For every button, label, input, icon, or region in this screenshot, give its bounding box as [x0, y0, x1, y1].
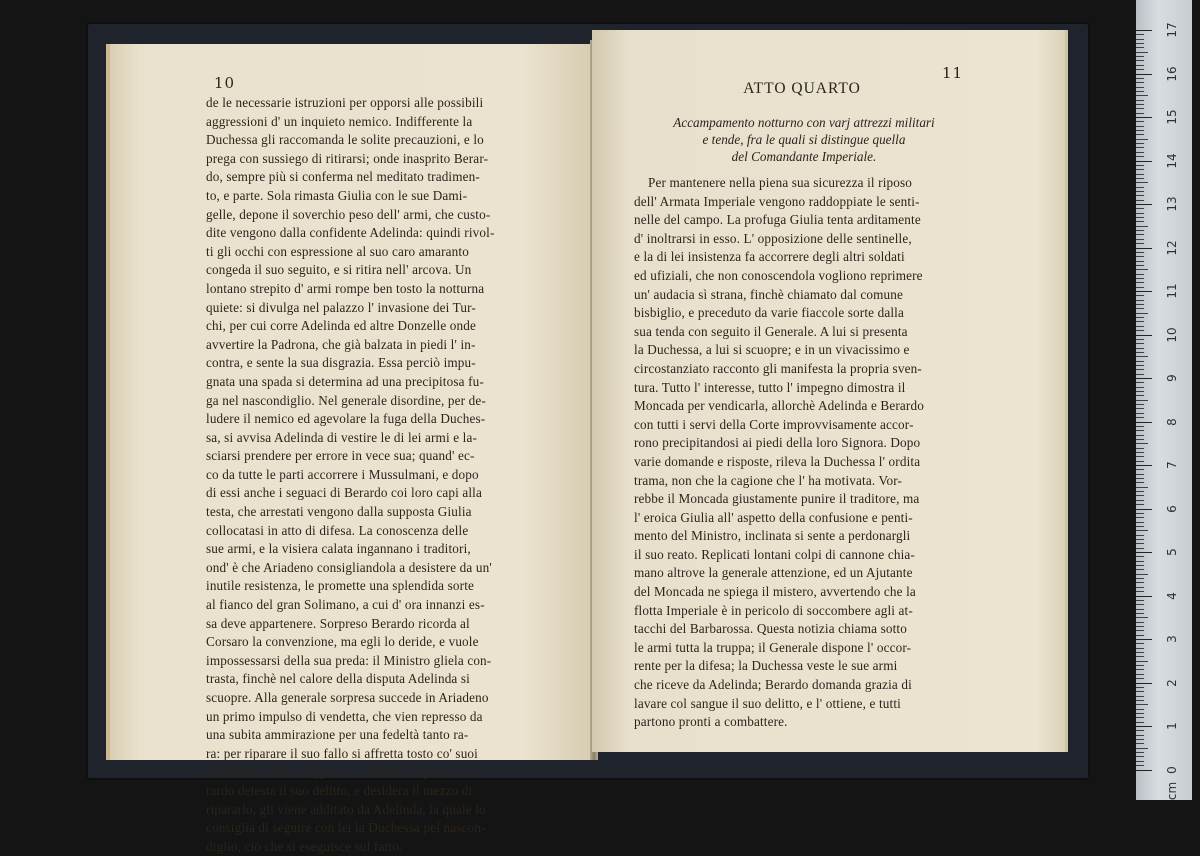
ruler-minor-tick	[1136, 82, 1144, 83]
text-line: lavare col sangue il suo delitto, e l' ottiene, e tutti	[634, 695, 901, 711]
stage-direction-line: del Comandante Imperiale.	[731, 149, 877, 164]
ruler-minor-tick	[1136, 382, 1144, 383]
text-line: impossessarsi della sua preda: il Ministro gliela con-	[206, 652, 492, 668]
ruler-minor-tick	[1136, 504, 1144, 505]
ruler-label: 14	[1165, 152, 1179, 169]
ruler-minor-tick	[1136, 143, 1144, 144]
ruler-minor-tick	[1136, 387, 1144, 388]
text-line: contra, e sente la sua disgrazia. Essa perciò impu-	[206, 355, 476, 371]
ruler-minor-tick	[1136, 604, 1144, 605]
ruler-minor-tick	[1136, 243, 1144, 244]
ruler-minor-tick	[1136, 239, 1144, 240]
ruler-minor-tick	[1136, 47, 1144, 48]
text-line: Duchessa gli raccomanda le solite precauzioni, e lo	[206, 132, 484, 148]
ruler-minor-tick	[1136, 348, 1144, 349]
ruler-minor-tick	[1136, 130, 1144, 131]
ruler-minor-tick	[1136, 717, 1144, 718]
text-line: Corsaro la convenzione, ma egli lo deride, e vuole	[206, 634, 479, 650]
ruler-minor-tick	[1136, 195, 1144, 196]
ruler-label: 6	[1165, 504, 1179, 513]
ruler-label: 16	[1165, 65, 1179, 82]
text-line: flotta Imperiale è in pericolo di soccombere agli at-	[634, 602, 913, 618]
ruler-minor-tick	[1136, 548, 1144, 549]
ruler-minor-tick	[1136, 221, 1144, 222]
ruler-minor-tick	[1136, 761, 1144, 762]
ruler-minor-tick	[1136, 752, 1144, 753]
ruler-minor-tick	[1136, 165, 1144, 166]
ruler-minor-tick	[1136, 404, 1144, 405]
ruler-minor-tick	[1136, 691, 1144, 692]
ruler-major-tick	[1136, 74, 1152, 75]
ruler-minor-tick	[1136, 669, 1144, 670]
ruler-minor-tick	[1136, 391, 1144, 392]
text-line: trama, non che la cagione che l' ha motivata. Vor-	[634, 472, 903, 488]
text-line: circostanziato racconto gli manifesta la propria sven-	[634, 360, 922, 376]
ruler-label: 3	[1165, 635, 1179, 643]
ruler-minor-tick	[1136, 356, 1148, 357]
ruler-minor-tick	[1136, 169, 1144, 170]
ruler-minor-tick	[1136, 500, 1144, 501]
ruler-label: 5	[1165, 548, 1179, 556]
ruler-minor-tick	[1136, 487, 1148, 488]
ruler-minor-tick	[1136, 709, 1144, 710]
ruler-minor-tick	[1136, 622, 1144, 623]
text-line: rente per la difesa; la Duchessa veste le sue armi	[634, 658, 898, 674]
ruler-major-tick	[1136, 596, 1152, 597]
right-page	[592, 30, 1068, 752]
ruler-minor-tick	[1136, 87, 1144, 88]
text-line: ra: per riparare il suo fallo si affretta tosto co' suoi	[206, 745, 478, 761]
ruler-label: 10	[1165, 326, 1179, 343]
text-line: trasta, finchè nel calore della disputa Adelinda si	[206, 671, 470, 687]
ruler-minor-tick	[1136, 52, 1148, 53]
text-line: ond' è che Ariadeno consigliandola a desistere da un'	[206, 559, 492, 575]
ruler-minor-tick	[1136, 765, 1144, 766]
ruler-minor-tick	[1136, 565, 1144, 566]
ruler-minor-tick	[1136, 452, 1144, 453]
ruler-minor-tick	[1136, 426, 1144, 427]
left-page-text	[206, 94, 566, 856]
ruler-minor-tick	[1136, 478, 1144, 479]
text-line: scuopre. Alla generale sorpresa succede in Ariadeno	[206, 690, 489, 705]
text-line: che riceve da Adelinda; Berardo domanda grazia di	[634, 677, 912, 693]
ruler-minor-tick	[1136, 461, 1144, 462]
ruler-minor-tick	[1136, 756, 1144, 757]
ruler-minor-tick	[1136, 34, 1144, 35]
text-line: partono pronti a combattere.	[634, 714, 788, 730]
ruler-minor-tick	[1136, 65, 1144, 66]
ruler-minor-tick	[1136, 208, 1144, 209]
ruler-minor-tick	[1136, 282, 1144, 283]
text-line: del Moncada ne spiega il mistero, avvertendo che la	[634, 584, 916, 600]
text-line: dell' Armata Imperiale vengono raddoppiate le senti-	[634, 193, 920, 209]
ruler-minor-tick	[1136, 339, 1144, 340]
ruler-minor-tick	[1136, 139, 1148, 140]
ruler-minor-tick	[1136, 321, 1144, 322]
ruler-minor-tick	[1136, 361, 1144, 362]
ruler-minor-tick	[1136, 626, 1144, 627]
ruler-minor-tick	[1136, 287, 1144, 288]
ruler-major-tick	[1136, 726, 1152, 727]
ruler-minor-tick	[1136, 182, 1148, 183]
text-line: ti gli occhi con espressione al suo caro amaranto	[206, 243, 469, 259]
text-line: tacchi del Barbarossa. Questa notizia chiama sotto	[634, 621, 907, 637]
text-line: la Duchessa, a lui si scuopre; e in un vivacissimo e	[634, 342, 910, 358]
ruler-minor-tick	[1136, 317, 1144, 318]
ruler-minor-tick	[1136, 395, 1144, 396]
stage-direction-line: e tende, fra le quali si distingue quella	[702, 132, 906, 147]
text-line: e la di lei insistenza fa accorrere degli altri soldati	[634, 249, 905, 265]
ruler-minor-tick	[1136, 308, 1144, 309]
text-line: de le necessarie istruzioni per opporsi alle possibili	[206, 95, 484, 110]
ruler-minor-tick	[1136, 526, 1144, 527]
ruler-minor-tick	[1136, 700, 1144, 701]
text-line: do, sempre più si conferma nel meditato tradimen-	[206, 169, 480, 185]
ruler-minor-tick	[1136, 39, 1144, 40]
text-line: le armi tutta la truppa; il Generale dispone l' occor-	[634, 639, 912, 655]
text-line: Per mantenere nella piena sua sicurezza il riposo	[648, 175, 913, 190]
ruler-minor-tick	[1136, 643, 1144, 644]
ruler-minor-tick	[1136, 491, 1144, 492]
ruler-minor-tick	[1136, 187, 1144, 188]
text-line: co da tutte le parti accorrere i Mussulmani, e dopo	[206, 466, 479, 482]
right-page-number: 11	[942, 64, 964, 82]
ruler-minor-tick	[1136, 300, 1144, 301]
text-line: ed ufiziali, che non conoscendola vogliono reprimere	[634, 267, 923, 283]
ruler-major-tick	[1136, 335, 1152, 336]
ruler-label: 2	[1165, 678, 1179, 687]
text-line: una subita ammirazione per una fedeltà tanto ra-	[206, 727, 469, 743]
ruler-minor-tick	[1136, 561, 1144, 562]
ruler-minor-tick	[1136, 543, 1144, 544]
ruler-minor-tick	[1136, 739, 1144, 740]
text-line: rardo detesta il suo delitto, e desidera il mezzo di	[206, 782, 473, 798]
ruler-minor-tick	[1136, 469, 1144, 470]
ruler-minor-tick	[1136, 56, 1144, 57]
ruler-minor-tick	[1136, 556, 1144, 557]
ruler-minor-tick	[1136, 200, 1144, 201]
ruler-minor-tick	[1136, 121, 1144, 122]
text-line: avvertire la Padrona, che già balzata in piedi l' in-	[206, 336, 476, 352]
ruler-minor-tick	[1136, 147, 1144, 148]
ruler-major-tick	[1136, 770, 1152, 771]
ruler-label: 11	[1165, 283, 1179, 299]
ruler-minor-tick	[1136, 100, 1144, 101]
text-line: gnata una spada si determina ad una precipitosa fu-	[206, 373, 484, 389]
ruler-minor-tick	[1136, 743, 1144, 744]
ruler-minor-tick	[1136, 513, 1144, 514]
text-line: consiglia di seguire con lei la Duchessa pel nascon-	[206, 820, 486, 836]
ruler-minor-tick	[1136, 648, 1144, 649]
ruler-minor-tick	[1136, 217, 1144, 218]
ruler-minor-tick	[1136, 530, 1148, 531]
ruler-minor-tick	[1136, 435, 1144, 436]
ruler-minor-tick	[1136, 113, 1144, 114]
text-line: chi, per cui corre Adelinda ed altre Donzelle onde	[206, 318, 477, 334]
ruler-minor-tick	[1136, 343, 1144, 344]
ruler-minor-tick	[1136, 134, 1144, 135]
ruler-minor-tick	[1136, 448, 1144, 449]
left-page-number: 10	[214, 74, 236, 92]
ruler-label: 1	[1165, 722, 1179, 730]
ruler-minor-tick	[1136, 265, 1144, 266]
ruler-major-tick	[1136, 509, 1152, 510]
ruler-major-tick	[1136, 204, 1152, 205]
text-line: dite vengono dalla confidente Adelinda: quindi rivol-	[206, 225, 495, 241]
ruler-major-tick	[1136, 465, 1152, 466]
text-line: varie domande e risposte, rileva la Duchessa l' ordita	[634, 453, 921, 469]
ruler-minor-tick	[1136, 730, 1144, 731]
ruler-minor-tick	[1136, 417, 1144, 418]
ruler-minor-tick	[1136, 582, 1144, 583]
text-line: ga nel nascondiglio. Nel generale disordine, per de-	[206, 392, 486, 408]
ruler-label: 9	[1165, 374, 1179, 382]
ruler-minor-tick	[1136, 430, 1144, 431]
text-line: gelle, depone il soverchio peso dell' armi, che custo-	[206, 206, 491, 222]
left-page	[106, 44, 596, 854]
ruler-minor-tick	[1136, 591, 1144, 592]
ruler-minor-tick	[1136, 256, 1144, 257]
ruler-minor-tick	[1136, 156, 1144, 157]
text-line: tura. Tutto l' interesse, tutto l' impegno dimostra il	[634, 379, 906, 395]
ruler-major-tick	[1136, 291, 1152, 292]
ruler-minor-tick	[1136, 665, 1144, 666]
ruler-minor-tick	[1136, 174, 1144, 175]
ruler-minor-tick	[1136, 704, 1148, 705]
ruler-minor-tick	[1136, 539, 1144, 540]
ruler-major-tick	[1136, 248, 1152, 249]
ruler-minor-tick	[1136, 652, 1144, 653]
ruler-minor-tick	[1136, 78, 1144, 79]
text-line: aggressioni d' un inquieto nemico. Indifferente la	[206, 113, 473, 129]
ruler-minor-tick	[1136, 443, 1148, 444]
text-line: rono precipitandosi ai piedi della loro Signora. Dopo	[634, 435, 921, 451]
stage-direction-line: Accampamento notturno con varj attrezzi militari	[673, 115, 935, 130]
ruler-minor-tick	[1136, 278, 1144, 279]
ruler-minor-tick	[1136, 687, 1144, 688]
measurement-ruler	[1136, 0, 1192, 800]
ruler-minor-tick	[1136, 574, 1148, 575]
ruler-minor-tick	[1136, 365, 1144, 366]
text-line: l' eroica Giulia all' aspetto della confusione e penti-	[634, 509, 913, 525]
ruler-minor-tick	[1136, 269, 1148, 270]
ruler-minor-tick	[1136, 69, 1144, 70]
ruler-minor-tick	[1136, 374, 1144, 375]
ruler-minor-tick	[1136, 522, 1144, 523]
text-line: quiete: si divulga nel palazzo l' invasione dei Tur-	[206, 299, 476, 315]
ruler-minor-tick	[1136, 456, 1144, 457]
ruler-minor-tick	[1136, 369, 1144, 370]
ruler-major-tick	[1136, 683, 1152, 684]
text-line: con tutti i servi della Corte improvvisamente accor-	[634, 416, 914, 432]
ruler-major-tick	[1136, 117, 1152, 118]
ruler-minor-tick	[1136, 535, 1144, 536]
text-line: prega con sussiego di ritirarsi; onde inasprito Berar-	[206, 150, 489, 166]
ruler-minor-tick	[1136, 517, 1144, 518]
ruler-minor-tick	[1136, 252, 1144, 253]
ruler-minor-tick	[1136, 587, 1144, 588]
ruler-major-tick	[1136, 552, 1152, 553]
text-line: mano altrove la generale attenzione, ed un Ajutante	[634, 565, 913, 581]
ruler-minor-tick	[1136, 178, 1144, 179]
ruler-minor-tick	[1136, 413, 1144, 414]
text-line: ripararlo, gli viene additato da Adelinda, la quale lo	[206, 801, 486, 817]
ruler-minor-tick	[1136, 578, 1144, 579]
ruler-label: 4	[1165, 591, 1179, 600]
ruler-minor-tick	[1136, 656, 1144, 657]
ruler-minor-tick	[1136, 234, 1144, 235]
ruler-minor-tick	[1136, 635, 1144, 636]
ruler-label: 0	[1165, 765, 1179, 774]
act-title: ATTO QUARTO	[743, 80, 861, 97]
text-line: di essi anche i seguaci di Berardo coi loro capi alla	[206, 485, 482, 501]
ruler-minor-tick	[1136, 191, 1144, 192]
stage-direction	[624, 114, 984, 165]
ruler-major-tick	[1136, 30, 1152, 31]
ruler-minor-tick	[1136, 722, 1144, 723]
ruler-minor-tick	[1136, 91, 1144, 92]
text-line: diglio, ciò che si eseguisce sul fatto.	[206, 838, 403, 854]
ruler-major-tick	[1136, 161, 1152, 162]
text-line: al fianco del gran Solimano, a cui d' ora innanzi es-	[206, 597, 485, 613]
text-line: sua tenda con seguito il Generale. A lui si presenta	[634, 323, 908, 339]
ruler-minor-tick	[1136, 439, 1144, 440]
text-line: inutile resistenza, le promette una splendida sorte	[206, 578, 475, 594]
ruler-label: 15	[1165, 109, 1179, 125]
ruler-minor-tick	[1136, 326, 1144, 327]
ruler-minor-tick	[1136, 674, 1144, 675]
ruler-minor-tick	[1136, 295, 1144, 296]
ruler-major-tick	[1136, 378, 1152, 379]
ruler-minor-tick	[1136, 748, 1148, 749]
ruler-minor-tick	[1136, 569, 1144, 570]
ruler-minor-tick	[1136, 613, 1144, 614]
text-line: sa deve appartenere. Sorpreso Berardo ricorda al	[206, 615, 470, 631]
ruler-minor-tick	[1136, 696, 1144, 697]
ruler-minor-tick	[1136, 126, 1144, 127]
text-line: mento del Ministro, inclinata si sente a perdonargli	[634, 528, 911, 544]
text-line: nelle del campo. La profuga Giulia tenta arditamente	[634, 212, 921, 228]
ruler-minor-tick	[1136, 60, 1144, 61]
ruler-minor-tick	[1136, 678, 1144, 679]
text-line: sue armi, e la visiera calata ingannano i traditori,	[206, 541, 471, 557]
ruler-major-tick	[1136, 422, 1152, 423]
ruler-label: 8	[1165, 417, 1179, 426]
ruler-minor-tick	[1136, 617, 1148, 618]
ruler-major-tick	[1136, 639, 1152, 640]
ruler-minor-tick	[1136, 304, 1144, 305]
ruler-minor-tick	[1136, 400, 1148, 401]
ruler-minor-tick	[1136, 352, 1144, 353]
right-page-text	[634, 174, 1022, 732]
ruler-minor-tick	[1136, 95, 1148, 96]
ruler-minor-tick	[1136, 408, 1144, 409]
ruler-minor-tick	[1136, 630, 1144, 631]
ruler-unit: cm	[1165, 781, 1179, 800]
text-line: to, e parte. Sola rimasta Giulia con le sue Dami-	[206, 187, 468, 203]
ruler-minor-tick	[1136, 609, 1144, 610]
ruler-minor-tick	[1136, 735, 1144, 736]
ruler-minor-tick	[1136, 230, 1144, 231]
text-line: testa, che arrestati vengono dalla supposta Giulia	[206, 504, 472, 520]
text-line: un primo impulso di vendetta, che vien represso da	[206, 708, 483, 724]
text-line: sciarsi prendere per errore in vece sua; quand' ec-	[206, 448, 475, 464]
ruler-minor-tick	[1136, 600, 1144, 601]
ruler-minor-tick	[1136, 661, 1148, 662]
text-line: ludere il nemico ed agevolare la fuga della Duches-	[206, 411, 486, 427]
text-line: d' inoltrarsi in esso. L' opposizione delle sentinelle,	[634, 230, 912, 246]
ruler-label: 7	[1165, 461, 1179, 469]
ruler-label: 12	[1165, 239, 1179, 256]
ruler-minor-tick	[1136, 482, 1144, 483]
ruler-minor-tick	[1136, 474, 1144, 475]
text-line: rebbe il Moncada giustamente punire il traditore, ma	[634, 491, 920, 507]
ruler-minor-tick	[1136, 152, 1144, 153]
text-line: il suo reato. Replicati lontani colpi di cannone chia-	[634, 546, 915, 562]
ruler-minor-tick	[1136, 213, 1144, 214]
ruler-minor-tick	[1136, 274, 1144, 275]
ruler-label: 17	[1165, 22, 1179, 38]
text-line: collocatasi in atto di difesa. La conoscenza delle	[206, 522, 469, 538]
ruler-minor-tick	[1136, 226, 1148, 227]
text-line: Moncada per vendicarla, allorchè Adelinda e Berardo	[634, 398, 924, 414]
ruler-minor-tick	[1136, 104, 1144, 105]
text-line: lontano strepito d' armi rompe ben tosto la notturna	[206, 280, 485, 296]
text-line: congeda il suo seguito, e si ritira nell' arcova. Un	[206, 262, 472, 278]
ruler-minor-tick	[1136, 713, 1144, 714]
ruler-minor-tick	[1136, 43, 1144, 44]
text-line: un' audacia sì strana, finchè chiamato dal comune	[634, 286, 903, 302]
ruler-minor-tick	[1136, 261, 1144, 262]
text-line: sa, si avvisa Adelinda di vestire le di lei armi e la-	[206, 429, 478, 445]
text-line: bisbiglio, e preceduto da varie fiaccole sorte dalla	[634, 305, 904, 321]
ruler-minor-tick	[1136, 313, 1148, 314]
text-line: sulle tracce della fuggitiva, e mentre disperato Be-	[206, 764, 480, 780]
ruler-minor-tick	[1136, 495, 1144, 496]
ruler-minor-tick	[1136, 108, 1144, 109]
ruler-minor-tick	[1136, 330, 1144, 331]
ruler-label: 13	[1165, 196, 1179, 212]
